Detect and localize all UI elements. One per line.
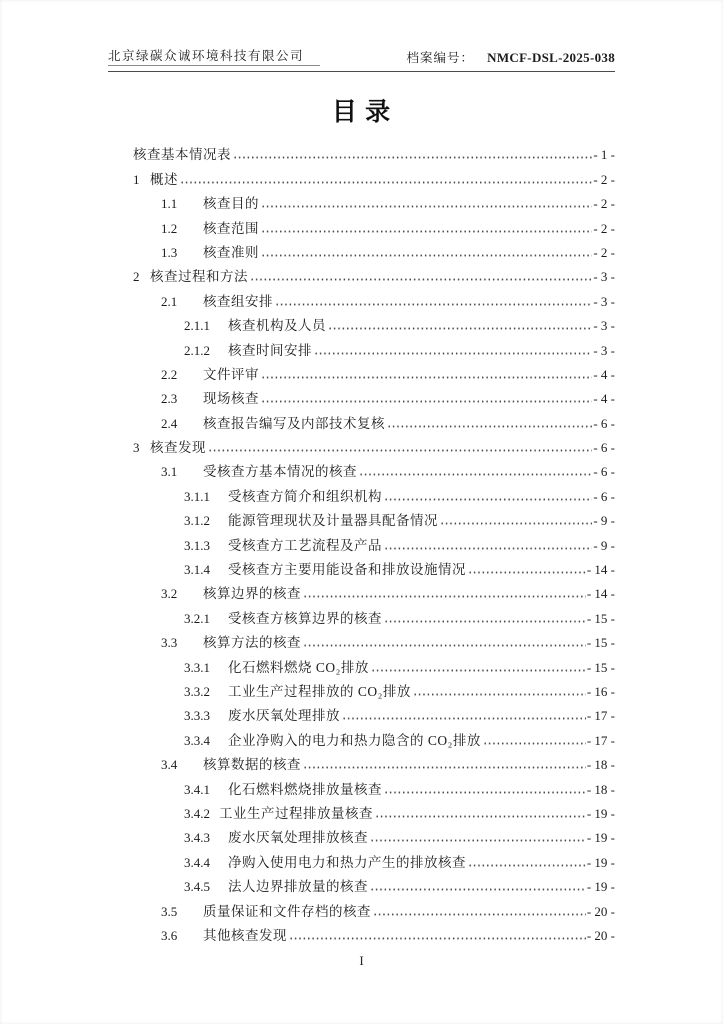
toc-entry	[161, 286, 615, 310]
dot-leader	[289, 921, 586, 945]
toc-entry-number: 3	[133, 440, 140, 456]
dot-leader	[384, 774, 586, 798]
toc-entry-page: - 16 -	[586, 683, 615, 699]
toc-entry	[184, 652, 615, 676]
toc-entry	[184, 603, 615, 627]
toc-entry-title: 核查准则	[203, 244, 259, 260]
toc-entry-number: 1.3	[161, 244, 178, 260]
dot-leader	[342, 701, 586, 725]
dot-leader	[261, 213, 592, 237]
toc-entry	[184, 823, 615, 847]
toc-entry-title: 核查发现	[150, 440, 206, 456]
toc-entry	[184, 335, 615, 359]
toc-entry	[133, 433, 615, 457]
toc-entry-number: 3.1.2	[184, 513, 210, 529]
toc-entry	[161, 750, 615, 774]
toc-entry-number: 3.1.1	[184, 488, 210, 504]
toc-entry-page: - 2 -	[593, 244, 615, 260]
dot-leader	[261, 189, 592, 213]
dot-leader	[468, 847, 586, 871]
toc-entry	[184, 506, 615, 530]
toc-entry-title: 概述	[150, 171, 178, 187]
toc-entry-page: - 17 -	[586, 732, 615, 748]
toc-entry-page: - 19 -	[586, 830, 615, 846]
dot-leader	[261, 360, 592, 384]
toc-entry-title: 核算方法的核查	[203, 635, 301, 651]
file-number-value: NMCF-DSL-2025-038	[487, 50, 615, 65]
toc-entry	[133, 140, 615, 164]
dot-leader	[483, 725, 586, 749]
dot-leader	[413, 677, 586, 701]
toc-entry-title: 核查机构及人员	[228, 318, 326, 334]
toc-entry-title: 工业生产过程排放的 CO₂排放	[228, 683, 411, 699]
toc-entry-title: 企业净购入的电力和热力隐含的 CO₂排放	[228, 732, 481, 748]
toc-entry-page: - 3 -	[593, 293, 615, 309]
toc-entry-title: 能源管理现状及计量器具配备情况	[228, 513, 438, 529]
toc-entry	[184, 555, 615, 579]
toc-entry-number: 3.6	[161, 927, 178, 943]
toc-entry-page: - 3 -	[593, 269, 615, 285]
toc-entry-page: - 17 -	[586, 708, 615, 724]
toc-entry-title: 受核查方基本情况的核查	[203, 464, 357, 480]
toc-entry-number: 3.4.3	[184, 830, 210, 846]
toc-entry-number: 3.3.2	[184, 683, 210, 699]
toc-entry-page: - 18 -	[586, 781, 615, 797]
dot-leader	[440, 506, 592, 530]
toc-entry-title: 质量保证和文件存档的核查	[203, 903, 371, 919]
toc-entry-title: 受核查方主要用能设备和排放设施情况	[228, 562, 466, 578]
toc-entry-title: 废水厌氧处理排放核查	[228, 830, 368, 846]
toc-entry-number: 1	[133, 171, 140, 187]
table-of-contents	[108, 140, 615, 945]
toc-entry-page: - 2 -	[593, 196, 615, 212]
toc-entry-page: - 19 -	[586, 854, 615, 870]
toc-entry	[184, 530, 615, 554]
toc-entry	[184, 701, 615, 725]
dot-leader	[303, 750, 586, 774]
document-header	[108, 48, 615, 72]
dot-leader	[275, 286, 592, 310]
toc-entry-page: - 1 -	[593, 147, 615, 163]
toc-entry-title: 受核查方核算边界的核查	[228, 610, 382, 626]
toc-entry	[184, 677, 615, 701]
dot-leader	[384, 530, 592, 554]
toc-entry-number: 3.1	[161, 464, 178, 480]
toc-entry-title: 其他核查发现	[203, 927, 287, 943]
dot-leader	[261, 238, 592, 262]
file-number-label: 档案编号：	[406, 51, 474, 65]
toc-entry-title: 核查报告编写及内部技术复核	[203, 415, 385, 431]
toc-entry-number: 3.3.1	[184, 659, 210, 675]
dot-leader	[468, 555, 586, 579]
toc-entry	[184, 311, 615, 335]
toc-entry-title: 文件评审	[203, 366, 259, 382]
toc-entry-title: 净购入使用电力和热力产生的排放核查	[228, 854, 466, 870]
toc-entry-number: 2.3	[161, 391, 178, 407]
toc-entry	[161, 921, 615, 945]
dot-leader	[250, 262, 592, 286]
toc-entry	[184, 725, 615, 749]
toc-entry-page: - 14 -	[586, 586, 615, 602]
dot-leader	[373, 896, 586, 920]
file-number	[406, 50, 615, 66]
toc-entry-title: 核算数据的核查	[203, 757, 301, 773]
toc-entry-page: - 20 -	[586, 903, 615, 919]
toc-entry	[161, 384, 615, 408]
toc-entry-page: - 19 -	[586, 805, 615, 821]
toc-entry-title: 现场核查	[203, 391, 259, 407]
dot-leader	[303, 628, 586, 652]
dot-leader	[261, 384, 592, 408]
toc-entry	[161, 579, 615, 603]
toc-entry-title: 受核查方简介和组织机构	[228, 488, 382, 504]
dot-leader	[370, 872, 586, 896]
toc-entry	[161, 360, 615, 384]
toc-entry-title: 化石燃料燃烧 CO₂排放	[228, 659, 369, 675]
toc-entry	[161, 628, 615, 652]
footer-page-number: I	[359, 952, 364, 968]
toc-entry	[161, 238, 615, 262]
dot-leader	[375, 799, 586, 823]
toc-entry-page: - 20 -	[586, 927, 615, 943]
toc-entry	[161, 457, 615, 481]
toc-entry-number: 3.4.1	[184, 781, 210, 797]
toc-entry-page: - 6 -	[593, 464, 615, 480]
toc-entry-number: 3.4	[161, 757, 178, 773]
toc-entry	[161, 896, 615, 920]
toc-entry-number: 3.2.1	[184, 610, 210, 626]
toc-entry-title: 核查过程和方法	[150, 269, 248, 285]
toc-entry-page: - 3 -	[593, 342, 615, 358]
toc-entry-title: 核查目的	[203, 196, 259, 212]
toc-entry-title: 受核查方工艺流程及产品	[228, 537, 382, 553]
company-name: 北京绿碳众诚环境科技有限公司	[108, 48, 320, 66]
dot-leader	[314, 335, 592, 359]
toc-entry-number: 2.2	[161, 366, 178, 382]
toc-entry-number: 3.1.4	[184, 562, 210, 578]
toc-entry-page: - 9 -	[593, 537, 615, 553]
toc-entry-page: - 18 -	[586, 757, 615, 773]
toc-entry	[184, 799, 615, 823]
toc-entry	[184, 481, 615, 505]
toc-entry-number: 3.3.4	[184, 732, 210, 748]
dot-leader	[303, 579, 586, 603]
toc-entry-page: - 15 -	[586, 635, 615, 651]
toc-entry-page: - 2 -	[593, 220, 615, 236]
toc-entry-page: - 15 -	[586, 610, 615, 626]
toc-entry-number: 2.1	[161, 293, 178, 309]
toc-entry-number: 2	[133, 269, 140, 285]
toc-entry-number: 3.4.2	[184, 805, 210, 821]
toc-entry-number: 3.3	[161, 635, 178, 651]
toc-entry	[133, 262, 615, 286]
toc-entry-title: 化石燃料燃烧排放量核查	[228, 781, 382, 797]
toc-entry-number: 3.4.5	[184, 879, 210, 895]
toc-entry	[161, 189, 615, 213]
dot-leader	[370, 823, 586, 847]
toc-entry	[184, 774, 615, 798]
toc-entry-title: 核查基本情况表	[133, 147, 231, 163]
toc-entry-page: - 15 -	[586, 659, 615, 675]
toc-entry-title: 核查范围	[203, 220, 259, 236]
toc-entry-number: 1.2	[161, 220, 178, 236]
toc-entry	[133, 164, 615, 188]
toc-entry-page: - 2 -	[593, 171, 615, 187]
page-title: 目 录	[331, 99, 392, 126]
toc-entry-title: 核查时间安排	[228, 342, 312, 358]
toc-entry-number: 2.1.1	[184, 318, 210, 334]
toc-entry-page: - 6 -	[593, 440, 615, 456]
dot-leader	[371, 652, 586, 676]
dot-leader	[384, 603, 586, 627]
toc-entry-page: - 14 -	[586, 562, 615, 578]
toc-entry-number: 3.1.3	[184, 537, 210, 553]
toc-entry-page: - 3 -	[593, 318, 615, 334]
toc-entry-number: 3.3.3	[184, 708, 210, 724]
toc-entry-title: 核查组安排	[203, 293, 273, 309]
toc-entry-title: 核算边界的核查	[203, 586, 301, 602]
toc-entry-title: 废水厌氧处理排放	[228, 708, 340, 724]
toc-entry-number: 3.4.4	[184, 854, 210, 870]
toc-entry-page: - 9 -	[593, 513, 615, 529]
toc-entry-page: - 6 -	[593, 488, 615, 504]
toc-entry-number: 1.1	[161, 196, 178, 212]
dot-leader	[359, 457, 592, 481]
dot-leader	[180, 164, 592, 188]
toc-entry	[184, 847, 615, 871]
toc-entry-number: 3.2	[161, 586, 178, 602]
toc-entry-number: 2.4	[161, 415, 178, 431]
toc-entry	[161, 408, 615, 432]
toc-entry-title: 工业生产过程排放量核查	[219, 805, 373, 821]
dot-leader	[387, 408, 592, 432]
dot-leader	[328, 311, 592, 335]
dot-leader	[208, 433, 592, 457]
toc-entry-page: - 19 -	[586, 879, 615, 895]
toc-entry-page: - 4 -	[593, 391, 615, 407]
dot-leader	[233, 140, 592, 164]
toc-entry	[184, 872, 615, 896]
toc-entry-page: - 4 -	[593, 366, 615, 382]
toc-entry-page: - 6 -	[593, 415, 615, 431]
dot-leader	[384, 481, 592, 505]
toc-entry	[161, 213, 615, 237]
toc-entry-number: 2.1.2	[184, 342, 210, 358]
toc-entry-title: 法人边界排放量的核查	[228, 879, 368, 895]
toc-entry-number: 3.5	[161, 903, 178, 919]
